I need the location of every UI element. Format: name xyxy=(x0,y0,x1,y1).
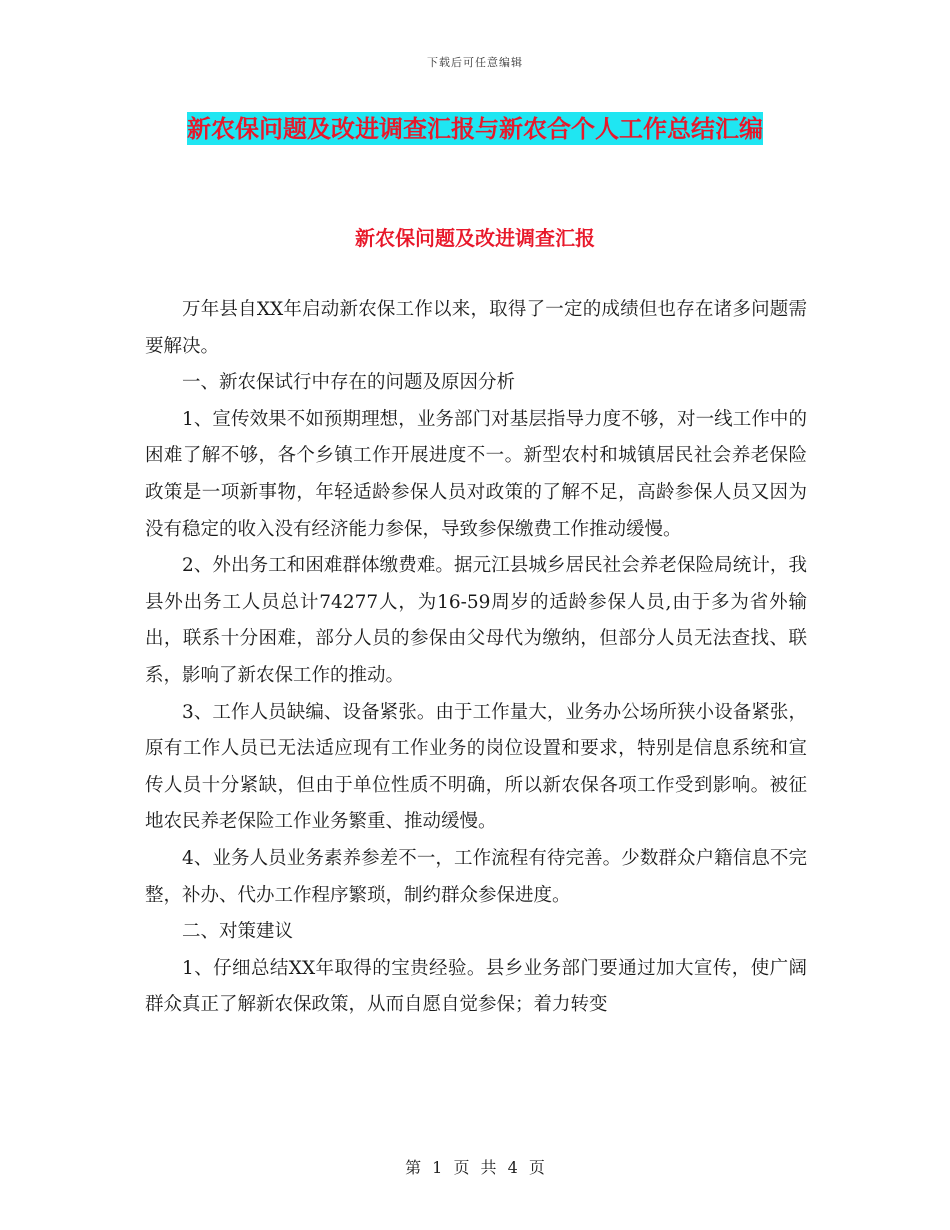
paragraph: 3、工作人员缺编、设备紧张。由于工作量大，业务办公场所狭小设备紧张，原有工作人员已无法适应现有工作业务的岗位设置和要求，特别是信息系统和宣传人员十分紧缺，但由于单位性质不明确，所以新农保各项工作受到影响。被征地农民养老保险工作业务繁重、推动缓慢。 xyxy=(145,701,807,833)
paragraph: 二、对策建议 xyxy=(182,921,294,943)
paragraph: 2、外出务工和困难群体缴费难。据元江县城乡居民社会养老保险局统计，我县外出务工人员总计74277人，为16-59周岁的适龄参保人员,由于多为省外输出，联系十分困难，部分人员的参保由父母代为缴纳，但部分人员无法查找、联系，影响了新农保工作的推动。 xyxy=(145,555,807,686)
page-number: 第 1 页 共 4 页 xyxy=(405,1158,545,1177)
document-title xyxy=(150,108,800,150)
paragraph: 1、宣传效果不如预期理想，业务部门对基层指导力度不够，对一线工作中的困难了解不够，各个乡镇工作开展进度不一。新型农村和城镇居民社会养老保险政策是一项新事物，年轻适龄参保人员对政策的了解不足，高龄参保人员又因为没有稳定的收入没有经济能力参保，导致参保缴费工作推动缓慢。 xyxy=(145,408,807,540)
paragraph: 4、业务人员业务素养参差不一，工作流程有待完善。少数群众户籍信息不完整，补办、代办工作程序繁琐，制约群众参保进度。 xyxy=(145,847,807,906)
paragraph: 万年县自XX年启动新农保工作以来，取得了一定的成绩但也存在诸多问题需要解决。 xyxy=(145,299,807,357)
document-title-text: 新农保问题及改进调查汇报与新农合个人工作总结汇编 xyxy=(187,114,763,143)
section-title: 新农保问题及改进调查汇报 xyxy=(355,226,595,250)
page-header-note: 下载后可任意编辑 xyxy=(427,56,523,69)
paragraph: 1、仔细总结XX年取得的宝贵经验。县乡业务部门要通过加大宣传，使广阔群众真正了解新农保政策，从而自愿自觉参保；着力转变 xyxy=(145,957,807,1016)
paragraph: 一、新农保试行中存在的问题及原因分析 xyxy=(182,372,516,394)
document-body xyxy=(145,292,807,1024)
